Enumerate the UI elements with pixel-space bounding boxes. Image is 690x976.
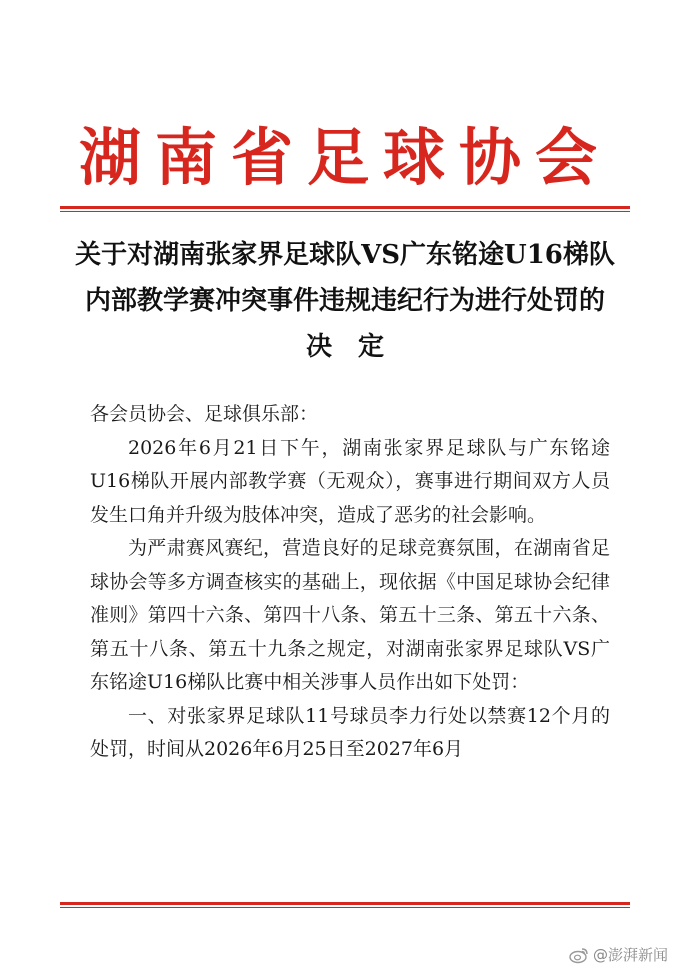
watermark-text: @澎湃新闻: [592, 946, 668, 964]
document-body: [90, 398, 610, 767]
salutation: 各会员协会、足球俱乐部：: [90, 403, 319, 425]
divider-thick-line: [60, 206, 630, 209]
paragraph-basis: 为严肃赛风赛纪，营造良好的足球竞赛氛围，在湖南省足球协会等多方调查核实的基础上，现依据《中国足球协会纪律准则》第四十六条、第四十八条、第五十三条、第五十六条、第五十八条、第五十九条之规定，对湖南张家界足球队VS广东铭途U16梯队比赛中相关涉事人员作出如下处罚：: [90, 537, 610, 693]
weibo-icon: [569, 946, 589, 964]
source-watermark: [569, 944, 668, 965]
title-line-3: 决定: [305, 332, 410, 362]
letterhead-org-name: 湖南省足球协会: [78, 121, 611, 194]
title-line-2: 内部教学赛冲突事件违规违纪行为进行处罚的: [84, 286, 605, 316]
footer-thin-line: [60, 907, 630, 908]
divider-thin-line: [60, 211, 630, 212]
document-title: [60, 232, 630, 370]
title-line-1: 关于对湖南张家界足球队VS广东铭途U16梯队: [75, 240, 615, 270]
footer-thick-line: [60, 902, 630, 905]
paragraph-penalty-1: 一、对张家界足球队11号球员李力行处以禁赛12个月的处罚，时间从2026年6月25日至2027年6月: [90, 704, 610, 760]
footer-divider: [60, 902, 630, 908]
paragraph-incident: 2026年6月21日下午，湖南张家界足球队与广东铭途U16梯队开展内部教学赛（无观众），赛事进行期间双方人员发生口角并升级为肢体冲突，造成了恶劣的社会影响。: [90, 436, 610, 526]
letterhead-divider: [60, 206, 630, 212]
